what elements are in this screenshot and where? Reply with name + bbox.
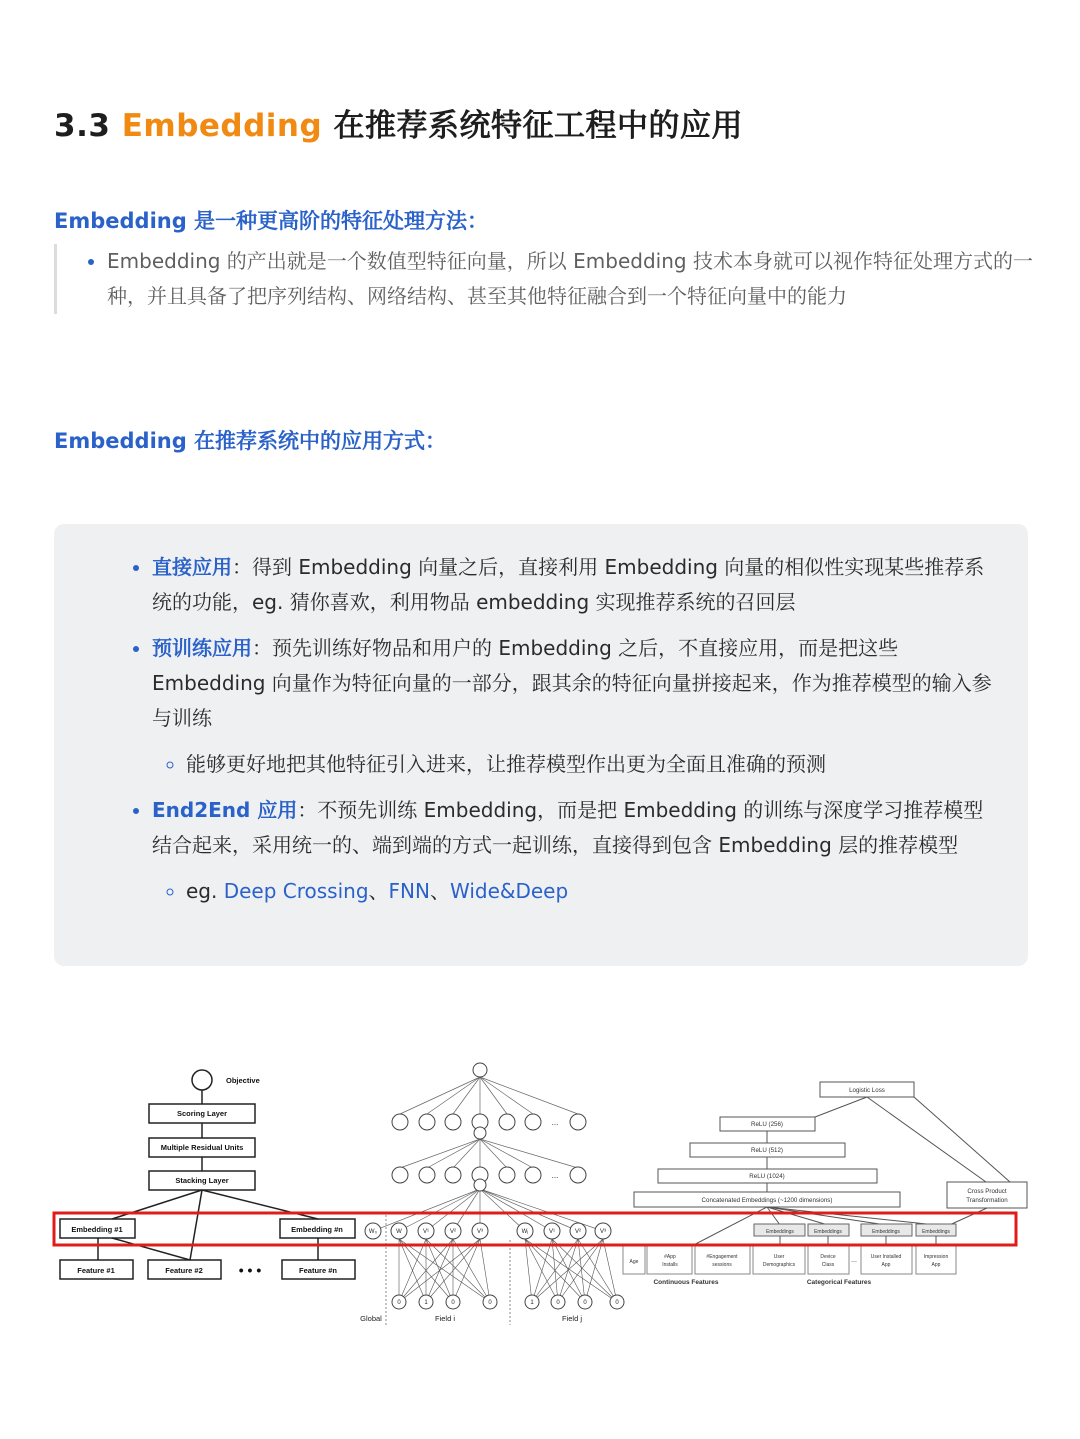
fnn-v2-label: V²: [450, 1229, 456, 1235]
fnn-input-label: 0: [556, 1300, 560, 1306]
deep-crossing-labels: [71, 1076, 343, 1278]
link-wide-deep[interactable]: Wide&Deep: [449, 879, 569, 903]
categorical-features-label: Categorical Features: [806, 1279, 872, 1286]
fnn-input-label: 0: [488, 1300, 492, 1306]
fnn-input-label: 1: [424, 1300, 428, 1306]
categorical-ellipsis: ...: [851, 1257, 857, 1264]
title-prefix: 3.3: [54, 108, 122, 144]
link-separator: 、: [368, 879, 389, 903]
fnn-global-label: Global: [360, 1314, 382, 1323]
end2end-sublist: [152, 874, 998, 909]
engagement-label-2: sessions: [712, 1262, 732, 1268]
fnn-w-label: W: [396, 1229, 402, 1235]
list-item-direct: [152, 550, 998, 620]
fnn-v1-label: V¹: [423, 1229, 429, 1235]
end2end-label: End2End 应用: [152, 798, 298, 822]
logistic-loss-label: Logistic Loss: [849, 1087, 885, 1094]
relu-512-label: ReLU (512): [751, 1147, 783, 1154]
pretrain-label: 预训练应用: [152, 636, 252, 660]
impression-label-2: App: [931, 1262, 941, 1268]
relu-256-label: ReLU (256): [751, 1121, 783, 1128]
relu-1024-label: ReLU (1024): [749, 1173, 785, 1180]
title-accent: Embedding: [121, 108, 323, 144]
scoring-layer-label: Scoring Layer: [176, 1109, 228, 1118]
feature-2-label: Feature #2: [165, 1266, 203, 1275]
device-class-label-1: Device: [820, 1254, 836, 1260]
residual-units-label: Multiple Residual Units: [160, 1143, 244, 1152]
feature-1-label: Feature #1: [77, 1266, 115, 1275]
fnn-input-label: 0: [583, 1300, 587, 1306]
end2end-text: ：不预先训练 Embedding，而是把 Embedding 的训练与深度学习推荐模型结合起来，采用统一的、端到端的方式一起训练，直接得到包含 Embedding 层的推荐模型: [152, 798, 984, 857]
user-installed-label-1: User Installed: [870, 1254, 902, 1260]
architecture-figure: [50, 1055, 1030, 1340]
link-separator: 、: [429, 879, 450, 903]
objective-node: [192, 1070, 212, 1090]
fnn-diagram: [365, 1063, 624, 1325]
blockquote: [54, 244, 1067, 314]
transformation-label: Transformation: [966, 1197, 1008, 1204]
fnn-ellipsis: ...: [551, 1171, 559, 1180]
continuous-features-label: Continuous Features: [653, 1279, 719, 1286]
architecture-diagram: [50, 1055, 1030, 1340]
page-title: [54, 100, 743, 145]
user-demo-label-2: Demographics: [762, 1262, 796, 1268]
section1-heading: Embedding 是一种更高阶的特征处理方法：: [54, 209, 489, 233]
section1-list: [77, 244, 1067, 314]
fnn-v3-label: V³: [477, 1229, 483, 1235]
impression-label-1: Impression: [923, 1254, 949, 1260]
list-item-end2end: [152, 793, 998, 909]
objective-label: Objective: [226, 1076, 260, 1085]
fnn-input-label: 1: [530, 1300, 534, 1306]
fnn-field-j-label: Field j: [561, 1314, 583, 1323]
fnn-v1j-label: V¹: [549, 1229, 555, 1235]
fnn-ellipsis: ...: [551, 1118, 559, 1127]
direct-label: 直接应用: [152, 555, 232, 579]
embedding-box-label: Embeddings: [922, 1229, 950, 1235]
embedding-box-label: Embeddings: [766, 1229, 794, 1235]
engagement-label-1: #Engagement: [706, 1254, 738, 1260]
fnn-edges-top: [373, 1077, 603, 1231]
cross-product-box: [947, 1182, 1027, 1208]
section2-heading: Embedding 在推荐系统中的应用方式：: [54, 429, 447, 453]
fnn-input-label: 0: [451, 1300, 455, 1306]
app-installs-label-2: Installs: [662, 1262, 678, 1268]
fnn-v2j-label: V²: [575, 1229, 581, 1235]
fnn-field-i-label: Field i: [434, 1314, 456, 1323]
embedding-1-label: Embedding #1: [71, 1225, 123, 1234]
fnn-v3j-label: V³: [600, 1229, 606, 1235]
concat-label: Concatenated Embeddings (~1200 dimensions): [701, 1197, 833, 1204]
fnn-w0-label: W₀: [368, 1229, 378, 1235]
feature-ellipsis: • • •: [238, 1262, 262, 1278]
application-card: [54, 524, 1028, 966]
eg-prefix: eg.: [186, 879, 224, 903]
user-demo-label-1: User: [773, 1254, 785, 1260]
feature-n-label: Feature #n: [299, 1266, 337, 1275]
fnn-input-label: 0: [615, 1300, 619, 1306]
link-fnn[interactable]: FNN: [388, 879, 430, 903]
fnn-wj-label: Wⱼ: [521, 1229, 529, 1235]
direct-text: ：得到 Embedding 向量之后，直接利用 Embedding 向量的相似性实现某些推荐系统的功能，eg. 猜你喜欢，利用物品 embedding 实现推荐系统的召回层: [152, 555, 985, 614]
device-class-label-2: Class: [821, 1262, 835, 1268]
fnn-output-node: [473, 1063, 487, 1077]
fnn-edges-bottom: [399, 1239, 617, 1302]
user-installed-label-2: App: [881, 1262, 891, 1268]
pretrain-sub-item: ◦ 能够更好地把其他特征引入进来，让推荐模型作出更为全面且准确的预测: [186, 747, 998, 782]
cross-product-label: Cross Product: [967, 1188, 1007, 1195]
end2end-sub-item: [186, 874, 998, 909]
link-deep-crossing[interactable]: Deep Crossing: [223, 879, 369, 903]
deep-crossing-diagram: [60, 1070, 355, 1279]
list-item-pretrain: [152, 631, 998, 782]
fnn-nodes: [365, 1063, 624, 1309]
section1-bullet: • Embedding 的产出就是一个数值型特征向量，所以 Embedding 技术本身就可以视作特征处理方式的一种，并且具备了把序列结构、网络结构、甚至其他特征融合到一个特征向量中的能力: [107, 244, 1067, 314]
embedding-box-label: Embeddings: [872, 1229, 900, 1235]
pretrain-sublist: [152, 747, 998, 782]
embedding-box-label: Embeddings: [814, 1229, 842, 1235]
age-label: Age: [629, 1259, 639, 1265]
application-list: [54, 524, 1028, 909]
feature-boxes: [623, 1246, 956, 1274]
fnn-input-label: 0: [397, 1300, 401, 1306]
embedding-n-label: Embedding #n: [291, 1225, 343, 1234]
pretrain-text: ：预先训练好物品和用户的 Embedding 之后，不直接应用，而是把这些 Embedding 向量作为特征向量的一部分，跟其余的特征向量拼接起来，作为推荐模型的输入参与训练: [152, 636, 992, 730]
title-suffix: 在推荐系统特征工程中的应用: [322, 108, 743, 144]
app-installs-label-1: #App: [664, 1254, 676, 1260]
stacking-layer-label: Stacking Layer: [175, 1176, 229, 1185]
